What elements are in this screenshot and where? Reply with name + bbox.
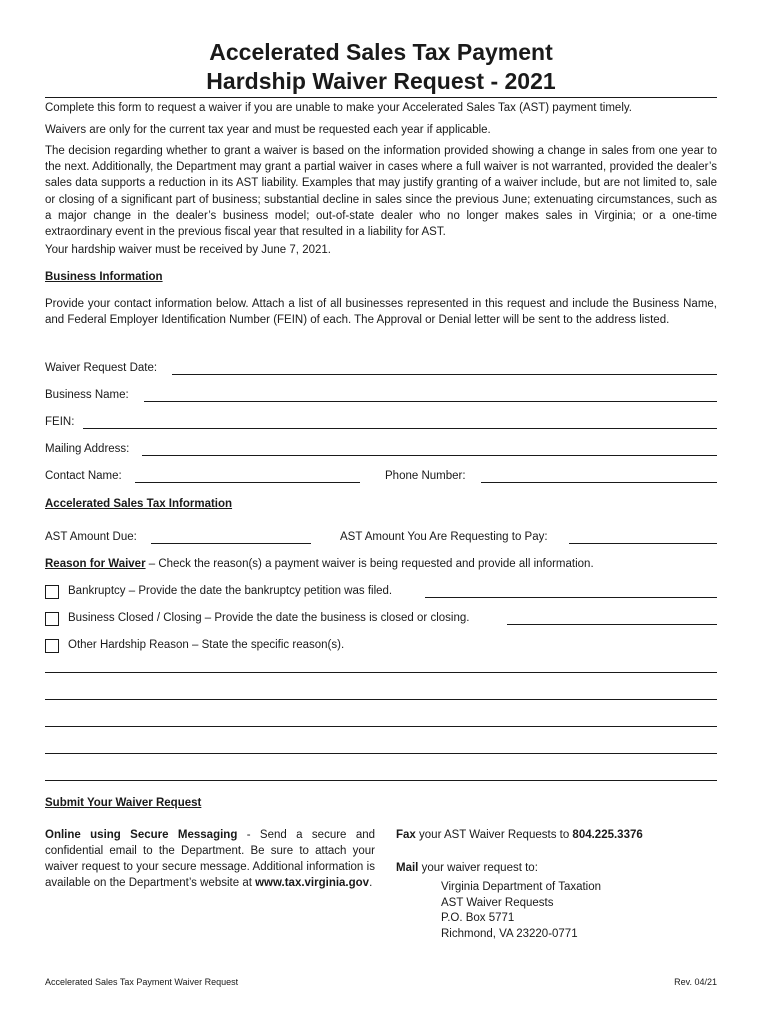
business-info-heading: Business Information <box>45 271 163 283</box>
contact-name-field[interactable] <box>135 482 360 483</box>
mail-address-line-4: Richmond, VA 23220-0771 <box>441 928 578 940</box>
business-info-instructions: Provide your contact information below. Attach a list of all businesses represented in this request and include the Business Name, and Federal Employer Identification Number (FEIN) of each. The Approval or Denial letter will be sent to the address listed. <box>45 298 717 326</box>
footer-form-name: Accelerated Sales Tax Payment Waiver Request <box>45 977 239 987</box>
fax-label: Fax <box>396 829 416 841</box>
mail-label: Mail <box>396 862 419 874</box>
fein-label: FEIN: <box>45 416 75 428</box>
phone-number-label: Phone Number: <box>385 470 466 482</box>
phone-number-field[interactable] <box>481 482 717 483</box>
title-line-2: Hardship Waiver Request - 2021 <box>206 68 556 94</box>
ast-info-heading: Accelerated Sales Tax Information <box>45 498 233 510</box>
ast-amount-requesting-label: AST Amount You Are Requesting to Pay: <box>340 531 548 543</box>
ast-amount-due-label: AST Amount Due: <box>45 531 137 543</box>
reason-instructions: – Check the reason(s) a payment waiver is being requested and provide all information. <box>145 558 594 570</box>
title-divider <box>45 97 717 98</box>
waiver-date-label: Waiver Request Date: <box>45 362 158 374</box>
other-reason-line-5[interactable] <box>45 780 717 781</box>
other-hardship-label: Other Hardship Reason – State the specific reason(s). <box>68 639 345 651</box>
form-page <box>45 0 717 1024</box>
other-hardship-checkbox[interactable] <box>45 639 59 653</box>
business-closed-checkbox[interactable] <box>45 612 59 626</box>
reason-heading: Reason for Waiver <box>45 558 146 570</box>
title-line-1: Accelerated Sales Tax Payment <box>209 39 553 65</box>
mailing-address-field[interactable] <box>142 455 717 456</box>
mail-address-line-2: AST Waiver Requests <box>441 897 554 909</box>
form-title <box>45 38 717 96</box>
fax-submission-text <box>396 827 643 843</box>
online-submission-end: . <box>369 877 373 889</box>
fax-number: 804.225.3376 <box>572 829 643 841</box>
fax-body: your AST Waiver Requests to <box>415 829 573 841</box>
online-submission-label: Online using Secure Messaging <box>45 829 238 841</box>
intro-paragraph-3: The decision regarding whether to grant a waiver is based on the information provided showing a change in sales from one year to the next. Additionally, the Department may grant a partial waiver in cases where a full waiver is not warranted, provided the dealer’s sales data supports a reduction in its AST liability. Examples that may justify granting of a waiver include, but are not limited to, sale or closing of a significant part of business; substantial decline in sales since the previous June; extenuating circumstances, such as a major change in the dealer’s business model; out-of-state dealer who no longer makes sales in Virginia; or a one-time extraordinary event in the previous fiscal year that resulted in a liability for AST. <box>45 145 717 239</box>
bankruptcy-checkbox[interactable] <box>45 585 59 599</box>
submit-heading: Submit Your Waiver Request <box>45 797 202 809</box>
other-reason-line-4[interactable] <box>45 753 717 754</box>
business-closed-label: Business Closed / Closing – Provide the date the business is closed or closing. <box>68 612 470 624</box>
intro-paragraph-4: Your hardship waiver must be received by June 7, 2021. <box>45 244 331 256</box>
mailing-address-label: Mailing Address: <box>45 443 130 455</box>
mail-address-line-3: P.O. Box 5771 <box>441 912 515 924</box>
business-name-field[interactable] <box>144 401 717 402</box>
online-submission-text <box>45 827 375 891</box>
intro-paragraph-2: Waivers are only for the current tax year and must be requested each year if applicable. <box>45 124 491 136</box>
bankruptcy-label: Bankruptcy – Provide the date the bankruptcy petition was filed. <box>68 585 393 597</box>
business-closed-date-field[interactable] <box>507 624 717 625</box>
fein-field[interactable] <box>83 428 717 429</box>
mail-submission-text <box>396 860 538 876</box>
reason-heading-row <box>45 556 594 572</box>
business-name-label: Business Name: <box>45 389 129 401</box>
ast-amount-due-field[interactable] <box>151 543 311 544</box>
ast-amount-requesting-field[interactable] <box>569 543 717 544</box>
mail-body: your waiver request to: <box>418 862 538 874</box>
other-reason-line-2[interactable] <box>45 699 717 700</box>
waiver-date-field[interactable] <box>172 374 717 375</box>
other-reason-line-1[interactable] <box>45 672 717 673</box>
website-link[interactable]: www.tax.virginia.gov <box>255 877 370 889</box>
bankruptcy-date-field[interactable] <box>425 597 717 598</box>
contact-name-label: Contact Name: <box>45 470 122 482</box>
footer-revision: Rev. 04/21 <box>674 977 717 987</box>
mail-address-line-1: Virginia Department of Taxation <box>441 881 602 893</box>
intro-paragraph-1: Complete this form to request a waiver if you are unable to make your Accelerated Sales Tax (AST) payment timely. <box>45 102 632 114</box>
other-reason-line-3[interactable] <box>45 726 717 727</box>
online-submission-body: - Send a secure and confidential email to the Department. Be sure to attach your waiver request to your secure message. Additional information is available on the Department’s website at <box>45 829 376 889</box>
